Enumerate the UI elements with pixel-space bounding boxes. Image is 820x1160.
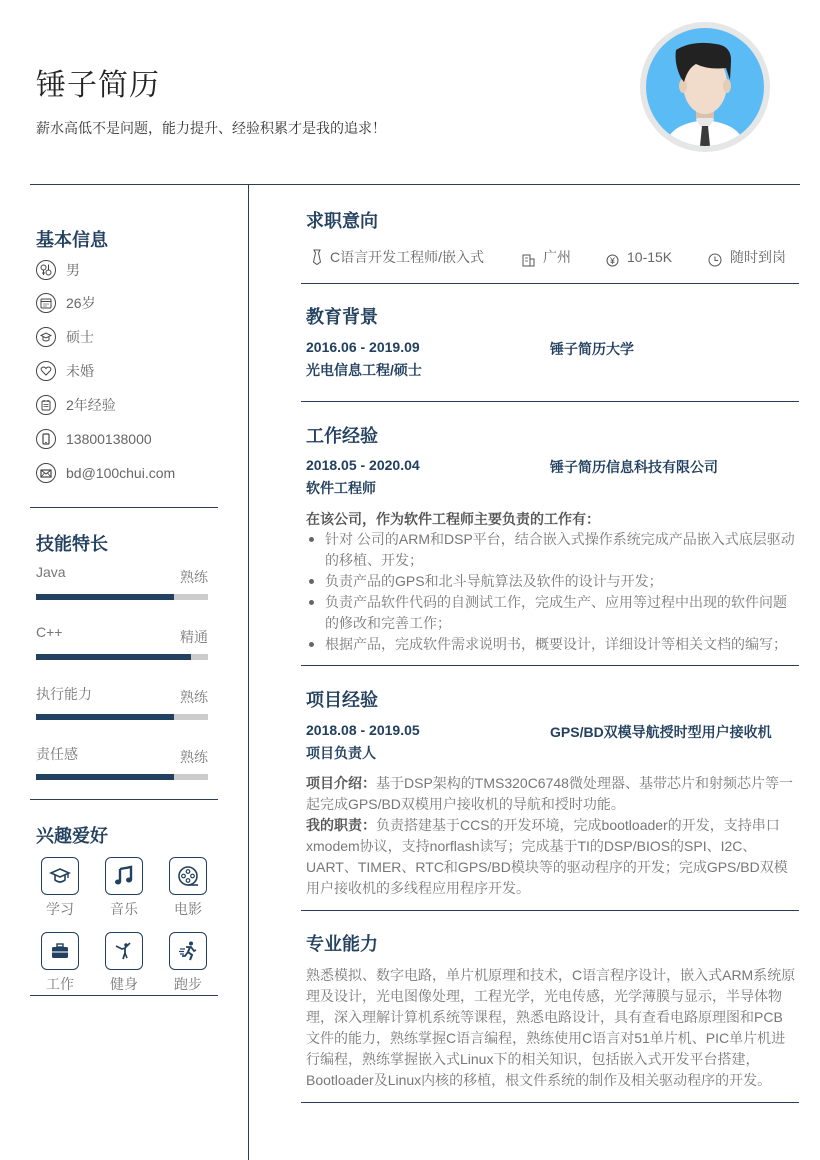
hobbies-title: 兴趣爱好 (36, 826, 108, 846)
skills-divider (30, 799, 218, 800)
study-icon (41, 857, 79, 895)
education-school: 锤子简历大学 (550, 341, 634, 357)
skill-progress-bar (36, 714, 208, 720)
heart-icon (36, 361, 56, 381)
project-role: 项目负责人 (306, 745, 376, 761)
briefcase-icon (41, 932, 79, 970)
list-item: 负责产品的GPS和北斗导航算法及软件的设计与开发； (306, 571, 796, 592)
hobby-label: 学习 (46, 901, 74, 917)
calendar-icon (36, 293, 56, 313)
graduation-cap-icon (36, 327, 56, 347)
education-divider (301, 401, 799, 402)
info-email-text: bd@100chui.com (66, 465, 176, 481)
info-marital-text: 未婚 (66, 363, 94, 379)
skill-level: 熟练 (180, 749, 208, 765)
intent-salary (606, 246, 672, 268)
clock-icon (708, 253, 722, 267)
hobby-work (40, 932, 80, 994)
skill-progress-bar (36, 774, 208, 780)
list-item: 针对 公司的ARM和DSP平台，结合嵌入式操作系统完成产品嵌入式底层驱动的移植、开发； (306, 529, 796, 571)
work-title: 工作经验 (306, 426, 378, 446)
info-age (36, 292, 96, 314)
info-gender-text: 男 (66, 262, 80, 278)
film-icon (169, 857, 207, 895)
column-divider (248, 184, 249, 1160)
intent-availability (708, 246, 786, 268)
info-gender (36, 259, 80, 281)
project-divider (301, 910, 799, 911)
info-email (36, 462, 175, 484)
job-intent-divider (301, 283, 799, 284)
skill-cpp (36, 624, 208, 647)
skill-level: 熟练 (180, 569, 208, 585)
info-degree (36, 326, 94, 348)
education-major: 光电信息工程/硕士 (306, 362, 422, 378)
tie-icon (312, 249, 322, 265)
skill-execution (36, 684, 208, 707)
work-company: 锤子简历信息科技有限公司 (550, 459, 718, 475)
motto: 薪水高低不是问题，能力提升、经验积累才是我的追求！ (36, 120, 386, 136)
building-icon (522, 253, 535, 267)
hobby-label: 健身 (110, 976, 138, 992)
info-experience (36, 394, 116, 416)
info-degree-text: 硕士 (66, 329, 94, 345)
skill-name: 责任感 (36, 746, 78, 762)
experience-icon (36, 395, 56, 415)
work-date: 2018.05 - 2020.04 (306, 457, 420, 473)
skill-level: 精通 (180, 629, 208, 645)
project-description (306, 773, 796, 899)
intent-salary-text: 10-15K (627, 249, 673, 265)
project-intro-text: 基于DSP架构的TMS320C6748微处理器、基带芯片和射频芯片等一起完成GPS/BD双模用户接收机的导航和授时功能。 (306, 775, 793, 812)
hobby-label: 工作 (46, 976, 74, 992)
intent-city (522, 246, 571, 268)
hobby-music (104, 857, 144, 919)
yen-icon (606, 254, 619, 267)
intent-availability-text: 随时到岗 (730, 249, 786, 265)
skill-responsibility (36, 744, 208, 767)
hobby-running (168, 932, 208, 994)
hobby-film (168, 857, 208, 919)
work-duties-list (306, 529, 796, 655)
intent-position-text: C语言开发工程师/嵌入式 (330, 249, 484, 265)
running-icon (169, 932, 207, 970)
hobby-label: 音乐 (110, 901, 138, 917)
professional-divider (301, 1102, 799, 1103)
phone-icon (36, 429, 56, 449)
music-icon (105, 857, 143, 895)
education-title: 教育背景 (306, 307, 378, 327)
basic-info-title: 基本信息 (36, 230, 108, 250)
info-phone-text: 13800138000 (66, 431, 152, 447)
resume-name: 锤子简历 (36, 69, 160, 102)
skill-progress-fill (36, 594, 174, 600)
skill-level: 熟练 (180, 689, 208, 705)
intent-city-text: 广州 (543, 249, 571, 265)
skill-java (36, 564, 208, 587)
skills-title: 技能特长 (36, 534, 108, 554)
skill-progress-fill (36, 654, 191, 660)
gender-icon (36, 260, 56, 280)
work-intro: 在该公司，作为软件工程师主要负责的工作有： (306, 511, 600, 527)
hobby-fitness (104, 932, 144, 994)
skill-progress-bar (36, 654, 208, 660)
professional-title: 专业能力 (306, 934, 378, 954)
info-marital (36, 360, 94, 382)
list-item: 负责产品软件代码的自测试工作，完成生产、应用等过程中出现的软件问题的修改和完善工作； (306, 592, 796, 634)
education-date: 2016.06 - 2019.09 (306, 339, 420, 355)
project-date: 2018.08 - 2019.05 (306, 722, 420, 738)
skill-progress-fill (36, 714, 174, 720)
skill-name: Java (36, 564, 66, 580)
info-age-text: 26岁 (66, 295, 96, 311)
basic-info-divider (30, 507, 218, 508)
project-duty-label: 我的职责： (306, 817, 376, 833)
project-name: GPS/BD双模导航授时型用户接收机 (550, 724, 772, 740)
skill-progress-fill (36, 774, 174, 780)
mail-icon (36, 463, 56, 483)
hobbies-divider (30, 995, 218, 996)
skill-progress-bar (36, 594, 208, 600)
avatar (640, 22, 770, 152)
project-title: 项目经验 (306, 690, 378, 710)
header-divider (30, 184, 800, 185)
info-experience-text: 2年经验 (66, 397, 116, 413)
info-phone (36, 428, 152, 450)
work-divider (301, 665, 799, 666)
work-role: 软件工程师 (306, 480, 376, 496)
hobby-study (40, 857, 80, 919)
fitness-icon (105, 932, 143, 970)
hobby-label: 跑步 (174, 976, 202, 992)
project-duty-text: 负责搭建基于CCS的开发环境，完成bootloader的开发，支持串口xmodem协议，支持norflash读写；完成基于TI的DSP/BIOS的SPI、I2C、UART、TIMER、RTC和GPS/BD模块等的驱动程序的开发；完成GPS/BD双模用户接收机的多线程应用程序开发。 (306, 817, 788, 896)
intent-position (312, 246, 484, 268)
hobby-label: 电影 (174, 901, 202, 917)
skill-name: C++ (36, 624, 63, 640)
professional-text: 熟悉模拟、数字电路，单片机原理和技术，C语言程序设计，嵌入式ARM系统原理及设计，光电图像处理，工程光学，光电传感，光学薄膜与显示，半导体物理，深入理解计算机系统等课程，熟悉电路设计，具有查看电路原理图和PCB文件的能力，熟练掌握C语言编程，熟练使用C语言对51单片机、PIC单片机进行编程，熟练掌握嵌入式Linux下的相关知识，包括嵌入式开发平台搭建，Bootloader及Linux内核的移植，根文件系统的制作及相关驱动程序的开发。 (306, 967, 796, 1088)
skill-name: 执行能力 (36, 686, 92, 702)
project-intro-label: 项目介绍： (306, 775, 376, 791)
list-item: 根据产品，完成软件需求说明书，概要设计，详细设计等相关文档的编写； (306, 634, 796, 655)
job-intent-title: 求职意向 (306, 211, 378, 231)
avatar-illustration-icon (646, 28, 764, 146)
